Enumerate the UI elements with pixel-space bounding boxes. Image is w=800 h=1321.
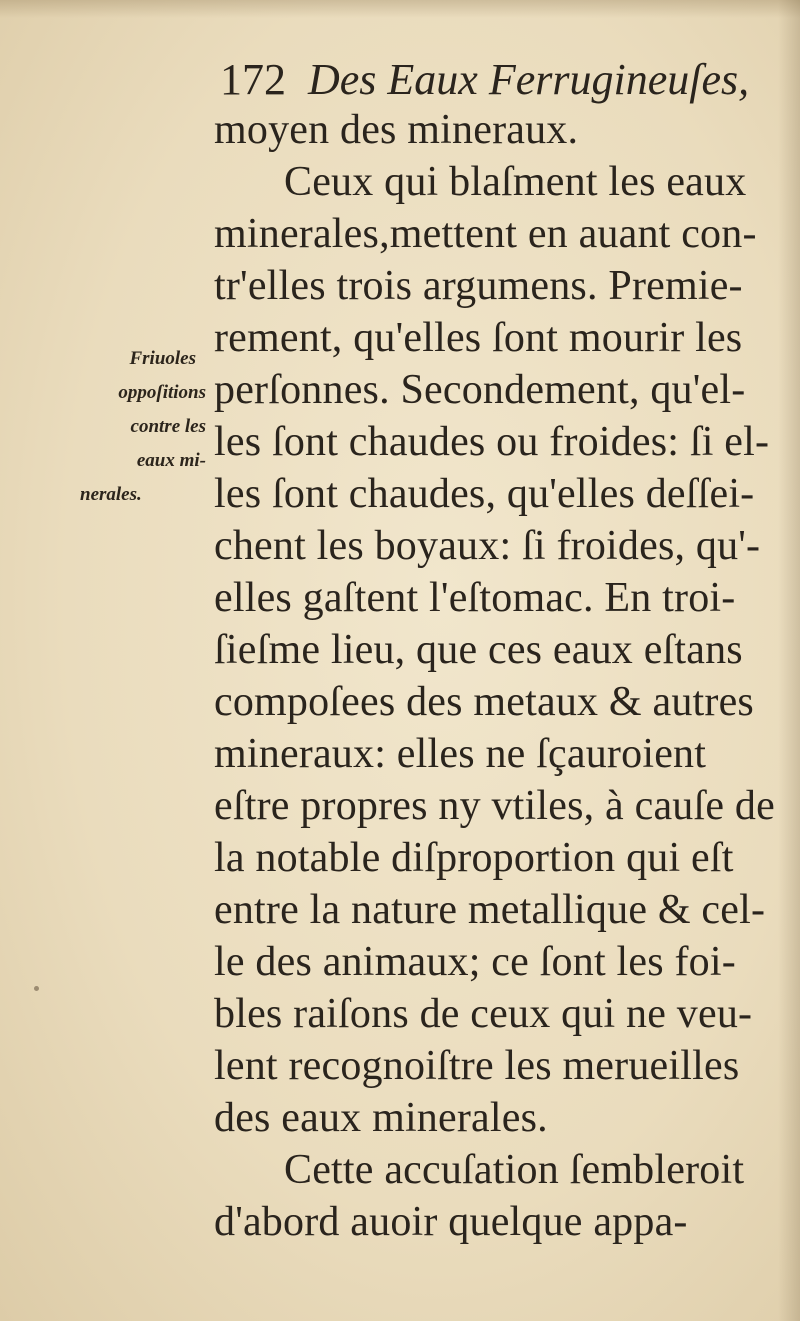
running-header [220, 52, 760, 108]
text-line: perſonnes. Secondement, qu'el- [214, 367, 746, 413]
text-line: ſieſme lieu, que ces eaux eſtans [214, 627, 743, 673]
margin-note-line: oppoſitions [118, 382, 206, 403]
text-line: d'abord auoir quelque appa- [214, 1199, 688, 1245]
margin-note [76, 342, 206, 512]
text-line: entre la nature metallique & cel- [214, 887, 766, 933]
ink-speck [34, 986, 39, 991]
text-line: rement, qu'elles ſont mourir les [214, 315, 743, 361]
text-line: Cette accuſation ſembleroit [284, 1147, 745, 1193]
text-line: les ſont chaudes ou froides: ſi el- [214, 419, 770, 465]
page-number: 172 [220, 55, 286, 104]
text-line: eſtre propres ny vtiles, à cauſe de [214, 783, 775, 829]
text-line: elles gaſtent l'eſtomac. En troi- [214, 575, 736, 621]
margin-note-line: nerales. [80, 484, 142, 505]
text-line: minerales,mettent en auant con- [214, 211, 757, 257]
text-line: bles raiſons de ceux qui ne veu- [214, 991, 753, 1037]
text-line: la notable diſproportion qui eſt [214, 835, 734, 881]
margin-note-line: eaux mi- [136, 450, 206, 471]
text-line: moyen des mineraux. [214, 107, 579, 153]
body-text [214, 104, 774, 1248]
margin-note-line: Friuoles [129, 348, 196, 369]
text-line: Ceux qui blaſment les eaux [284, 159, 747, 205]
text-line: mineraux: elles ne ſçauroient [214, 731, 707, 777]
text-line: chent les boyaux: ſi froides, qu'- [214, 523, 761, 569]
margin-note-line: contre les [130, 416, 206, 437]
text-line: lent recognoiſtre les merueilles [214, 1043, 740, 1089]
page-top-shadow [0, 0, 800, 18]
text-line: tr'elles trois argumens. Premie- [214, 263, 743, 309]
text-line: les ſont chaudes, qu'elles deſſei- [214, 471, 755, 517]
text-line: compoſees des metaux & autres [214, 679, 754, 725]
text-line: des eaux minerales. [214, 1095, 548, 1141]
page-edge-shadow [778, 0, 800, 1321]
text-line: le des animaux; ce ſont les foi- [214, 939, 736, 985]
running-title: Des Eaux Ferrugineuſes, [308, 55, 750, 104]
